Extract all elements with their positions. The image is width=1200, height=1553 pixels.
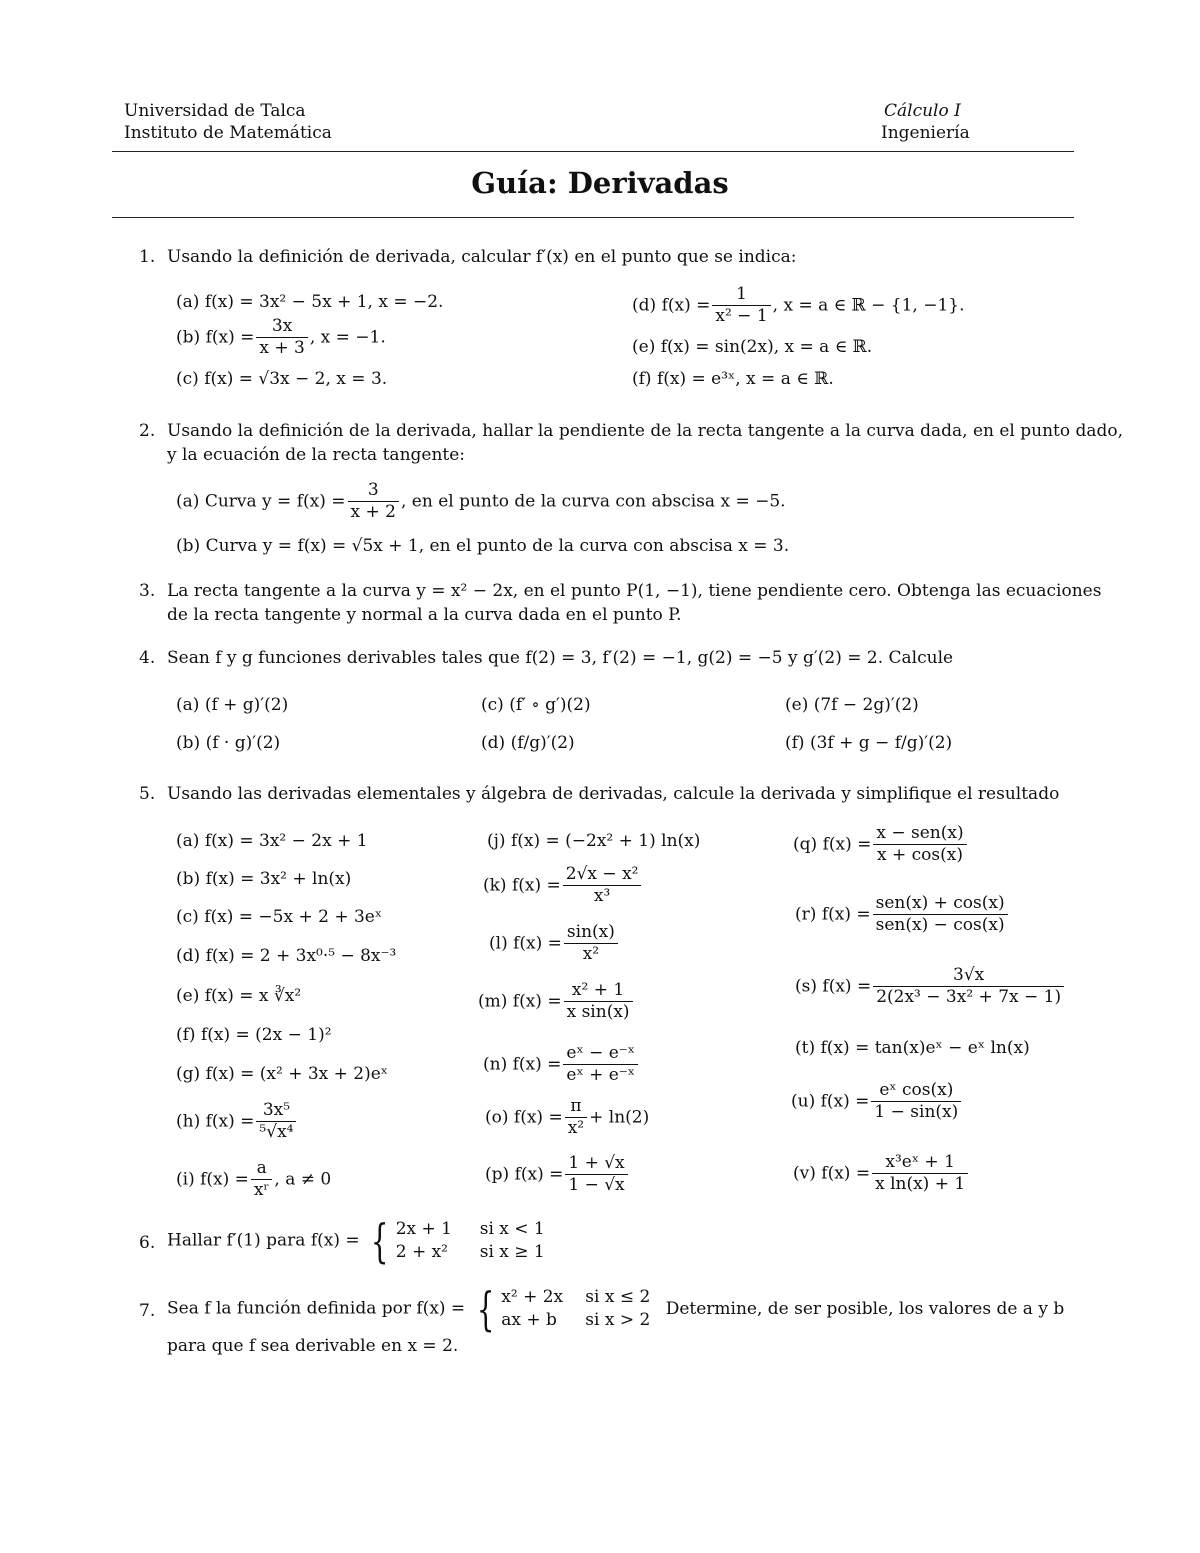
item-expression: (f/g)′(2) bbox=[510, 733, 575, 753]
case-condition: si x ≤ 2 bbox=[585, 1287, 651, 1308]
fraction bbox=[563, 864, 642, 908]
fraction bbox=[256, 1100, 296, 1144]
problem-4e bbox=[785, 695, 919, 715]
item-label: (t) bbox=[795, 1038, 816, 1058]
fraction-denominator: x² − 1 bbox=[715, 306, 768, 327]
problem-5r bbox=[795, 893, 1010, 937]
problem-5o bbox=[485, 1096, 649, 1140]
program-name: Ingeniería bbox=[881, 123, 970, 143]
item-label: (a) bbox=[176, 831, 200, 851]
fraction-denominator: xʳ bbox=[253, 1180, 270, 1201]
item-prefix: f(x) = bbox=[200, 1169, 249, 1190]
fraction-numerator: x − sen(x) bbox=[873, 823, 966, 845]
item-label: (d) bbox=[632, 295, 657, 316]
problem-5q bbox=[793, 823, 969, 867]
problem-1-statement: Usando la definición de derivada, calcular f′(x) en el punto que se indica: bbox=[167, 247, 797, 267]
fraction-numerator: π bbox=[565, 1096, 587, 1118]
fraction bbox=[871, 1080, 961, 1124]
item-label: (e) bbox=[632, 337, 656, 357]
problem-5a bbox=[176, 831, 368, 851]
problem-3-statement-line2: de la recta tangente y normal a la curva dada en el punto P. bbox=[167, 605, 682, 625]
item-prefix: f(x) = bbox=[820, 1091, 870, 1112]
problem-2-statement-line1: Usando la definición de la derivada, hallar la pendiente de la recta tangente a la curva dada, en el punto dado, bbox=[167, 421, 1124, 441]
case-expression: ax + b bbox=[501, 1310, 557, 1330]
fraction-denominator: x + cos(x) bbox=[876, 845, 963, 866]
problem-5s bbox=[795, 965, 1066, 1009]
item-suffix: , a ≠ 0 bbox=[274, 1169, 332, 1190]
fraction-denominator: 2(2x³ − 3x² + 7x − 1) bbox=[876, 987, 1062, 1008]
item-expression: f(x) = 3x² + ln(x) bbox=[205, 869, 352, 889]
header-rule-top bbox=[112, 151, 1074, 152]
fraction-numerator: 3x bbox=[256, 316, 307, 338]
problem-5m bbox=[478, 980, 635, 1024]
left-brace: { bbox=[476, 1282, 495, 1336]
problem-1e bbox=[632, 337, 872, 357]
item-label: (n) bbox=[483, 1054, 508, 1075]
problem-6-number: 6. bbox=[139, 1233, 156, 1253]
item-label: (m) bbox=[478, 991, 508, 1012]
item-label: (p) bbox=[485, 1164, 510, 1185]
problem-5d bbox=[176, 946, 396, 966]
item-label: (c) bbox=[481, 695, 504, 715]
problem-5f bbox=[176, 1025, 332, 1045]
item-expression: (f′ ∘ g′)(2) bbox=[509, 695, 591, 715]
item-label: (v) bbox=[793, 1163, 816, 1184]
fraction bbox=[563, 1043, 638, 1087]
problem-1c bbox=[176, 369, 387, 389]
problem-5l bbox=[489, 922, 620, 966]
fraction bbox=[873, 893, 1008, 937]
item-label: (h) bbox=[176, 1111, 201, 1132]
item-suffix: , x = a ∈ ℝ − {1, −1}. bbox=[772, 295, 965, 316]
problem-7-statement bbox=[167, 1282, 1065, 1336]
problem-4d bbox=[481, 733, 575, 753]
fraction bbox=[564, 922, 618, 966]
item-expression: Curva y = f(x) = √5x + 1, en el punto de la curva con abscisa x = 3. bbox=[205, 536, 790, 556]
item-expression: f(x) = (x² + 3x + 2)eˣ bbox=[205, 1064, 389, 1084]
problem-5c bbox=[176, 907, 382, 927]
case-expression: 2x + 1 bbox=[395, 1219, 452, 1240]
item-expression: (f + g)′(2) bbox=[204, 695, 289, 715]
item-label: (b) bbox=[176, 327, 201, 348]
item-prefix: f(x) = bbox=[511, 875, 561, 896]
fraction-denominator: x³ bbox=[593, 886, 611, 907]
problem-5-number: 5. bbox=[139, 784, 156, 804]
item-suffix: + ln(2) bbox=[589, 1107, 650, 1128]
item-prefix: Curva y = f(x) = bbox=[204, 491, 346, 512]
case-row bbox=[501, 1286, 650, 1309]
item-label: (c) bbox=[176, 907, 199, 927]
fraction-denominator: eˣ + e⁻ˣ bbox=[566, 1065, 635, 1086]
fraction bbox=[564, 980, 633, 1024]
fraction-numerator: x² + 1 bbox=[564, 980, 633, 1002]
piecewise-cases bbox=[501, 1286, 650, 1332]
item-expression: f(x) = 3x² − 2x + 1 bbox=[204, 831, 368, 851]
problem-4-statement: Sean f y g funciones derivables tales que f(2) = 3, f′(2) = −1, g(2) = −5 y g′(2) = 2. Calcule bbox=[167, 648, 954, 668]
item-expression: f(x) = x ∛x² bbox=[204, 986, 302, 1006]
problem-5v bbox=[793, 1152, 970, 1196]
fraction-numerator: sin(x) bbox=[564, 922, 618, 944]
problem-5h bbox=[176, 1100, 298, 1144]
fraction-numerator: 3√x bbox=[873, 965, 1064, 987]
item-expression: f(x) = √3x − 2, x = 3. bbox=[204, 369, 388, 389]
fraction-denominator: x + 2 bbox=[350, 502, 396, 523]
item-expression: f(x) = (2x − 1)² bbox=[200, 1025, 332, 1045]
item-label: (f) bbox=[785, 733, 805, 753]
item-label: (u) bbox=[791, 1091, 816, 1112]
problem-5g bbox=[176, 1064, 388, 1084]
fraction-denominator: x² bbox=[567, 1118, 585, 1139]
item-prefix: f(x) = bbox=[512, 991, 562, 1012]
item-prefix: f(x) = bbox=[822, 834, 872, 855]
page-title: Guía: Derivadas bbox=[471, 166, 729, 200]
problem-5t bbox=[795, 1038, 1030, 1058]
problem-5n bbox=[483, 1043, 640, 1087]
problem-2-number: 2. bbox=[139, 421, 156, 441]
problem-5k bbox=[483, 864, 643, 908]
fraction-numerator: 2√x − x² bbox=[563, 864, 642, 886]
problem-7-number: 7. bbox=[139, 1301, 156, 1321]
fraction bbox=[256, 316, 307, 360]
case-expression: x² + 2x bbox=[501, 1287, 564, 1308]
item-suffix: , en el punto de la curva con abscisa x = −5. bbox=[400, 491, 786, 512]
fraction bbox=[565, 1096, 587, 1140]
item-label: (f) bbox=[632, 369, 652, 389]
problem-1f bbox=[632, 369, 834, 389]
item-expression: (f · g)′(2) bbox=[205, 733, 281, 753]
fraction-denominator: ⁵√x⁴ bbox=[259, 1122, 294, 1143]
university-name: Universidad de Talca bbox=[124, 101, 306, 121]
item-label: (r) bbox=[795, 904, 817, 925]
fraction-denominator: x sin(x) bbox=[566, 1002, 630, 1023]
fraction-numerator: sen(x) + cos(x) bbox=[873, 893, 1008, 915]
item-expression: (7f − 2g)′(2) bbox=[813, 695, 919, 715]
problem-5b bbox=[176, 869, 351, 889]
item-prefix: f(x) = bbox=[821, 904, 871, 925]
problem-2a bbox=[176, 480, 786, 524]
item-expression: f(x) = e³ˣ, x = a ∈ ℝ. bbox=[656, 369, 834, 389]
problem-6-statement bbox=[167, 1214, 545, 1268]
case-expression: 2 + x² bbox=[395, 1242, 448, 1262]
fraction-denominator: x ln(x) + 1 bbox=[875, 1174, 966, 1195]
problem-7-statement-line2: para que f sea derivable en x = 2. bbox=[167, 1336, 459, 1356]
fraction bbox=[565, 1153, 627, 1197]
problem-4b bbox=[176, 733, 280, 753]
item-label: (b) bbox=[176, 536, 201, 556]
fraction-denominator: 1 − sin(x) bbox=[874, 1102, 959, 1123]
item-expression: (3f + g − f/g)′(2) bbox=[809, 733, 953, 753]
case-row bbox=[396, 1218, 545, 1241]
item-expression: f(x) = −5x + 2 + 3eˣ bbox=[204, 907, 383, 927]
item-label: (o) bbox=[485, 1107, 509, 1128]
fraction-denominator: 1 − √x bbox=[568, 1175, 625, 1196]
statement-continuation: Determine, de ser posible, los valores de a y b bbox=[665, 1298, 1065, 1319]
item-prefix: f(x) = bbox=[512, 1054, 562, 1075]
item-expression: f(x) = 2 + 3x⁰·⁵ − 8x⁻³ bbox=[205, 946, 397, 966]
item-label: (d) bbox=[481, 733, 506, 753]
item-label: (g) bbox=[176, 1064, 201, 1084]
fraction bbox=[251, 1158, 273, 1202]
statement-text: Hallar f′(1) para f(x) = bbox=[167, 1230, 360, 1251]
fraction bbox=[873, 965, 1064, 1009]
fraction bbox=[712, 284, 770, 328]
item-label: (a) bbox=[176, 292, 200, 312]
institute-name: Instituto de Matemática bbox=[124, 123, 332, 143]
fraction bbox=[873, 823, 966, 867]
item-label: (k) bbox=[483, 875, 507, 896]
item-suffix: , x = −1. bbox=[309, 327, 386, 348]
problem-5p bbox=[485, 1153, 630, 1197]
item-prefix: f(x) = bbox=[661, 295, 711, 316]
item-prefix: f(x) = bbox=[205, 1111, 255, 1132]
fraction-numerator: 3 bbox=[348, 480, 399, 502]
problem-1b bbox=[176, 316, 386, 360]
problem-5e bbox=[176, 986, 301, 1006]
problem-4f bbox=[785, 733, 952, 753]
item-label: (e) bbox=[785, 695, 809, 715]
fraction bbox=[872, 1152, 968, 1196]
course-name: Cálculo I bbox=[884, 101, 961, 121]
fraction bbox=[348, 480, 399, 524]
fraction-numerator: eˣ cos(x) bbox=[871, 1080, 961, 1102]
item-expression: f(x) = sin(2x), x = a ∈ ℝ. bbox=[660, 337, 873, 357]
item-label: (i) bbox=[176, 1169, 195, 1190]
problem-5i bbox=[176, 1158, 331, 1202]
case-row bbox=[396, 1241, 545, 1264]
problem-1d bbox=[632, 284, 965, 328]
case-condition: si x > 2 bbox=[585, 1310, 651, 1330]
fraction-numerator: a bbox=[251, 1158, 273, 1180]
statement-text: Sea f la función definida por f(x) = bbox=[167, 1298, 466, 1319]
item-expression: f(x) = 3x² − 5x + 1, x = −2. bbox=[204, 292, 444, 312]
item-label: (s) bbox=[795, 976, 817, 997]
fraction-denominator: x + 3 bbox=[259, 338, 305, 359]
item-label: (j) bbox=[487, 831, 506, 851]
item-prefix: f(x) = bbox=[822, 976, 872, 997]
fraction-denominator: x² bbox=[582, 944, 600, 965]
problem-4c bbox=[481, 695, 591, 715]
fraction-numerator: 3x⁵ bbox=[256, 1100, 296, 1122]
item-label: (q) bbox=[793, 834, 818, 855]
problem-2-statement-line2: y la ecuación de la recta tangente: bbox=[167, 445, 466, 465]
item-prefix: f(x) = bbox=[513, 933, 562, 954]
fraction-denominator: sen(x) − cos(x) bbox=[875, 915, 1005, 936]
case-row bbox=[501, 1309, 650, 1332]
item-prefix: f(x) = bbox=[513, 1107, 563, 1128]
problem-4a bbox=[176, 695, 288, 715]
fraction-numerator: x³eˣ + 1 bbox=[872, 1152, 968, 1174]
item-expression: f(x) = tan(x)eˣ − eˣ ln(x) bbox=[820, 1038, 1030, 1058]
problem-1-number: 1. bbox=[139, 247, 156, 267]
item-label: (d) bbox=[176, 946, 201, 966]
problem-5-statement: Usando las derivadas elementales y álgebra de derivadas, calcule la derivada y simplifique el resultado bbox=[167, 784, 1060, 804]
problem-3-statement-line1: La recta tangente a la curva y = x² − 2x, en el punto P(1, −1), tiene pendiente cero. Obtenga las ecuaciones bbox=[167, 581, 1102, 601]
header-rule-bottom bbox=[112, 217, 1074, 218]
item-label: (a) bbox=[176, 695, 200, 715]
problem-4-number: 4. bbox=[139, 648, 156, 668]
problem-3-number: 3. bbox=[139, 581, 156, 601]
fraction-numerator: 1 bbox=[712, 284, 770, 306]
problem-2b bbox=[176, 536, 789, 556]
item-label: (e) bbox=[176, 986, 200, 1006]
problem-5u bbox=[791, 1080, 963, 1124]
problem-1a bbox=[176, 292, 443, 312]
left-brace: { bbox=[370, 1214, 389, 1268]
item-label: (c) bbox=[176, 369, 199, 389]
piecewise-cases bbox=[396, 1218, 545, 1264]
item-prefix: f(x) = bbox=[514, 1164, 564, 1185]
item-label: (b) bbox=[176, 733, 201, 753]
item-prefix: f(x) = bbox=[205, 327, 255, 348]
item-label: (a) bbox=[176, 491, 200, 512]
fraction-numerator: 1 + √x bbox=[565, 1153, 627, 1175]
problem-5j bbox=[487, 831, 700, 851]
fraction-numerator: eˣ − e⁻ˣ bbox=[563, 1043, 638, 1065]
item-label: (l) bbox=[489, 933, 508, 954]
item-label: (f) bbox=[176, 1025, 196, 1045]
item-label: (b) bbox=[176, 869, 201, 889]
case-condition: si x ≥ 1 bbox=[479, 1242, 545, 1262]
item-expression: f(x) = (−2x² + 1) ln(x) bbox=[510, 831, 701, 851]
case-condition: si x < 1 bbox=[479, 1219, 545, 1240]
item-prefix: f(x) = bbox=[821, 1163, 871, 1184]
